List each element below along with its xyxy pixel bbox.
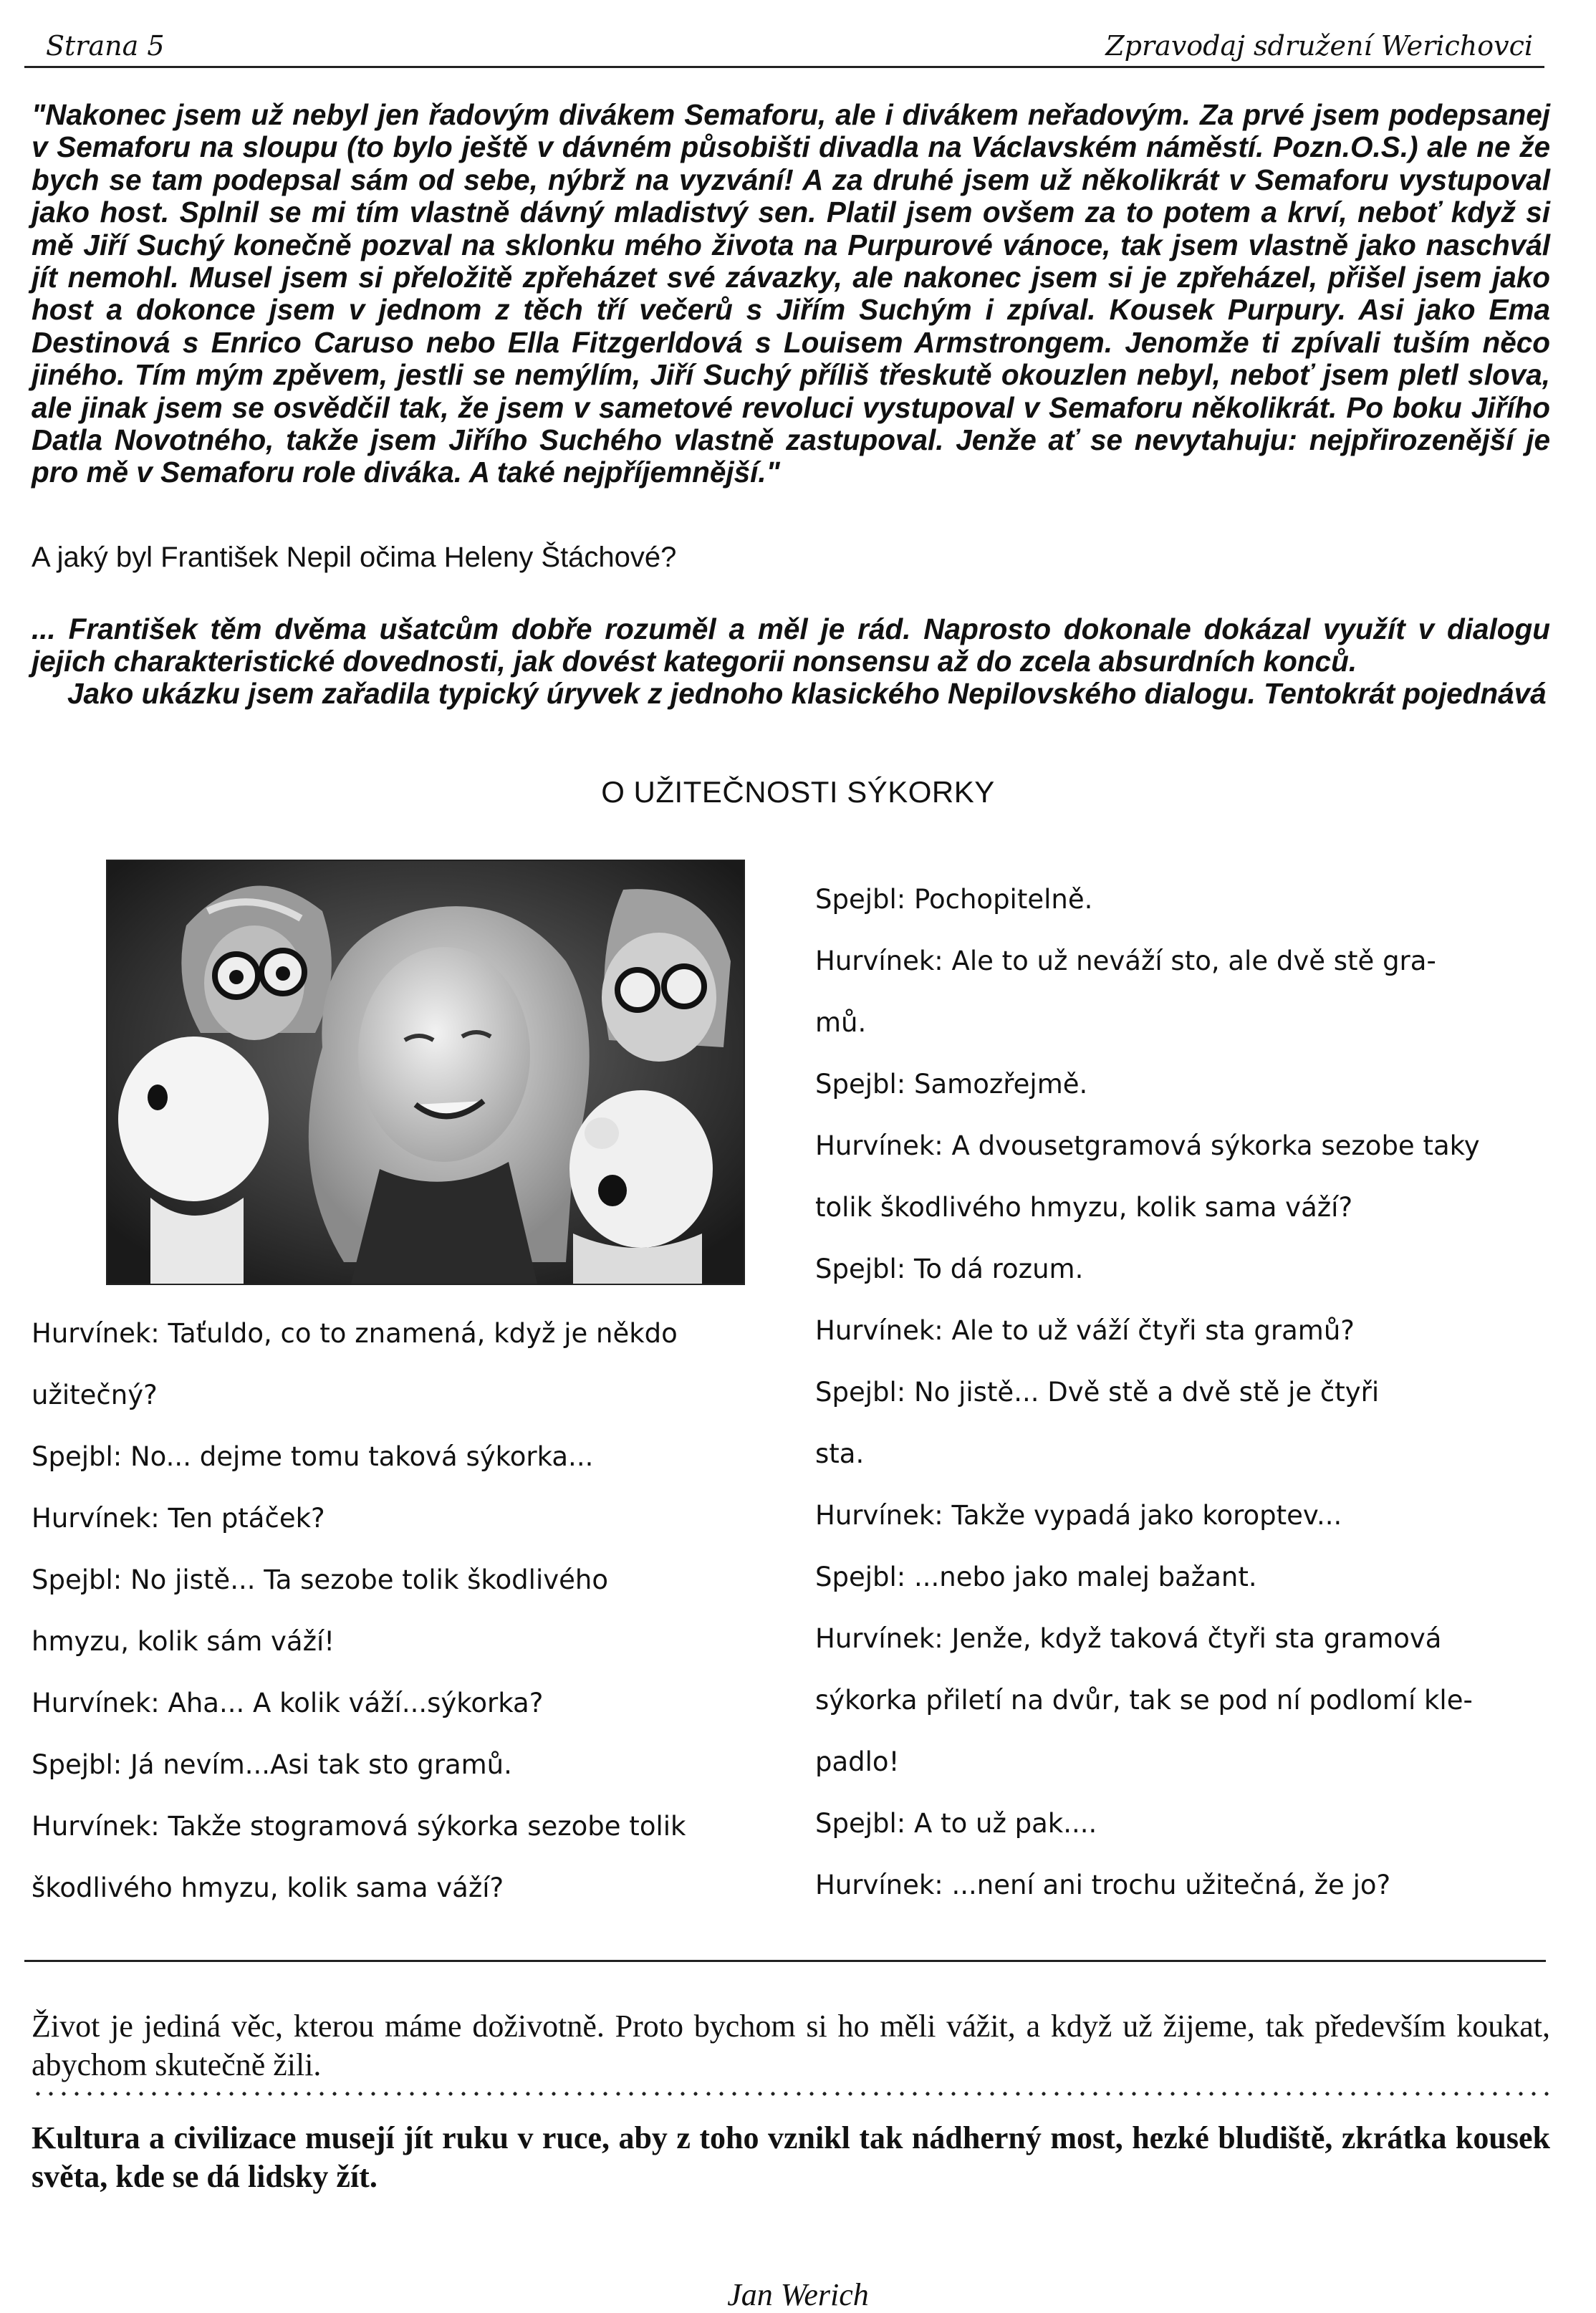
dialog-line: Hurvínek: Aha... A kolik váží...sýkorka? (32, 1688, 544, 1718)
dialog-line: Hurvínek: Ale to už váží čtyři sta gramů? (815, 1315, 1355, 1346)
dialog-line: škodlivého hmyzu, kolik sama váží? (32, 1872, 504, 1903)
dialog-line: Spejbl: No... dejme tomu taková sýkorka... (32, 1441, 594, 1472)
answer-paragraph: Jako ukázku jsem zařadila typický úryvek z jednoho klasického Nepilovského dialogu. Tentokrát pojednává (67, 677, 1547, 710)
dialog-line: tolik škodlivého hmyzu, kolik sama váží? (815, 1192, 1353, 1223)
dialog-line: Spejbl: No jistě... Ta sezobe tolik škodlivého (32, 1564, 608, 1595)
interview-answer (32, 613, 1550, 710)
dialog-line: sta. (815, 1438, 865, 1469)
dialog-line: Spejbl: Já nevím...Asi tak sto gramů. (32, 1749, 512, 1780)
section-divider (24, 1960, 1546, 1962)
interview-question: A jaký byl František Nepil očima Heleny Štáchové? (32, 542, 677, 573)
werich-quote-2: Kultura a civilizace musejí jít ruku v ruce, aby z toho vznikl tak nádherný most, hezké bludiště, zkrátka kousek světa, kde se dá lidsky žít. (32, 2120, 1550, 2194)
dialog-line: Spejbl: No jistě... Dvě stě a dvě stě je čtyři (815, 1377, 1380, 1408)
dialog-line: Hurvínek: ...není ani trochu užitečná, že jo? (815, 1870, 1391, 1900)
answer-paragraph: ... František těm dvěma ušatcům dobře rozuměl a měl je rád. Naprosto dokonale dokázal využít v dialogu jejich charakteristické dovednosti, jak dovést kategorii nonsensu až do zcela absurdních konců. (32, 612, 1550, 678)
dialog-line: Hurvínek: Ten ptáček? (32, 1503, 325, 1534)
dialog-line: Spejbl: Pochopitelně. (815, 884, 1093, 915)
dialog-line: Hurvínek: A dvousetgramová sýkorka sezobe taky (815, 1130, 1480, 1161)
dialog-line: Hurvínek: Takže vypadá jako koroptev... (815, 1500, 1342, 1531)
quote-author: Jan Werich (727, 2277, 869, 2312)
page-header (24, 21, 1544, 68)
publication-title: Zpravodaj sdružení Werichovci (1105, 30, 1533, 62)
dialog-line: Hurvínek: Taťuldo, co to znamená, když je někdo (32, 1318, 678, 1349)
dialog-title: O UŽITEČNOSTI SÝKORKY (601, 775, 995, 809)
dialog-line: Hurvínek: Ale to už neváží sto, ale dvě stě gra- (815, 946, 1436, 976)
puppets-photo (106, 860, 745, 1285)
dotted-separator (32, 2092, 1549, 2096)
dialog-line: sýkorka přiletí na dvůr, tak se pod ní podlomí kle- (815, 1685, 1473, 1716)
intro-quote: "Nakonec jsem už nebyl jen řadovým divákem Semaforu, ale i divákem neřadovým. Za prvé jsem podepsanej v Semaforu na sloupu (to bylo ještě v dávném působišti divadla na Václavském náměstí. Pozn.O.S.) ale ne že bych se tam podepsal sám od sebe, nýbrž na vyzvání! A za druhé jsem už několikrát v Semaforu vystupoval jako host. Splnil se mi tím vlastně dávný mladistvý sen. Platil jsem ovšem za to potem a krví, neboť když si mě Jiří Suchý konečně pozval na sklonku mého života na Purpurové vánoce, tak jsem vlastně jako naschvál jít nemohl. Musel jsem si přeložitě zpřeházet své závazky, ale nakonec jsem si je zpřeházel, přišel jsem jako host a dokonce jsem v jednom z těch tří večerů s Jiřím Suchým i zpíval. Kousek Purpury. Asi jako Ema Destinová s Enrico Caruso nebo Ella Fitzgerldová s Louisem Armstrongem. Jenomže ti zpívali tuším něco jiného. Tím mým zpěvem, jestli se nemýlím, Jiří Suchý příliš třeskutě okouzlen nebyl, neboť jsem pletl slova, ale jinak jsem se osvědčil tak, že jsem v sametové revoluci vystupoval v Semaforu několikrát. Po boku Jiřího Datla Novotného, takže jsem Jiřího Suchého vlastně zastupoval. Jenže ať se nevytahuju: nejpřirozenější je pro mě v Semaforu role diváka. A také nejpříjemnější." (32, 98, 1550, 489)
dialog-line: Spejbl: To dá rozum. (815, 1254, 1084, 1284)
dialog-line: Spejbl: Samozřejmě. (815, 1069, 1088, 1100)
dialog-line: padlo! (815, 1746, 900, 1777)
dialog-line: mů. (815, 1007, 867, 1038)
photo-illustration (107, 861, 744, 1284)
dialog-line: Spejbl: A to už pak.... (815, 1808, 1097, 1839)
page-number: Strana 5 (46, 30, 165, 62)
dialog-line: užitečný? (32, 1380, 158, 1410)
dialog-line: Hurvínek: Jenže, když taková čtyři sta gramová (815, 1623, 1442, 1654)
dialog-line: hmyzu, kolik sám váží! (32, 1626, 335, 1657)
dialog-line: Hurvínek: Takže stogramová sýkorka sezobe tolik (32, 1811, 686, 1842)
werich-quote-1: Život je jediná věc, kterou máme doživotně. Proto bychom si ho měli vážit, a když už žijeme, tak především koukat, abychom skutečně žili. (32, 2009, 1550, 2082)
dialog-line: Spejbl: ...nebo jako malej bažant. (815, 1562, 1257, 1592)
